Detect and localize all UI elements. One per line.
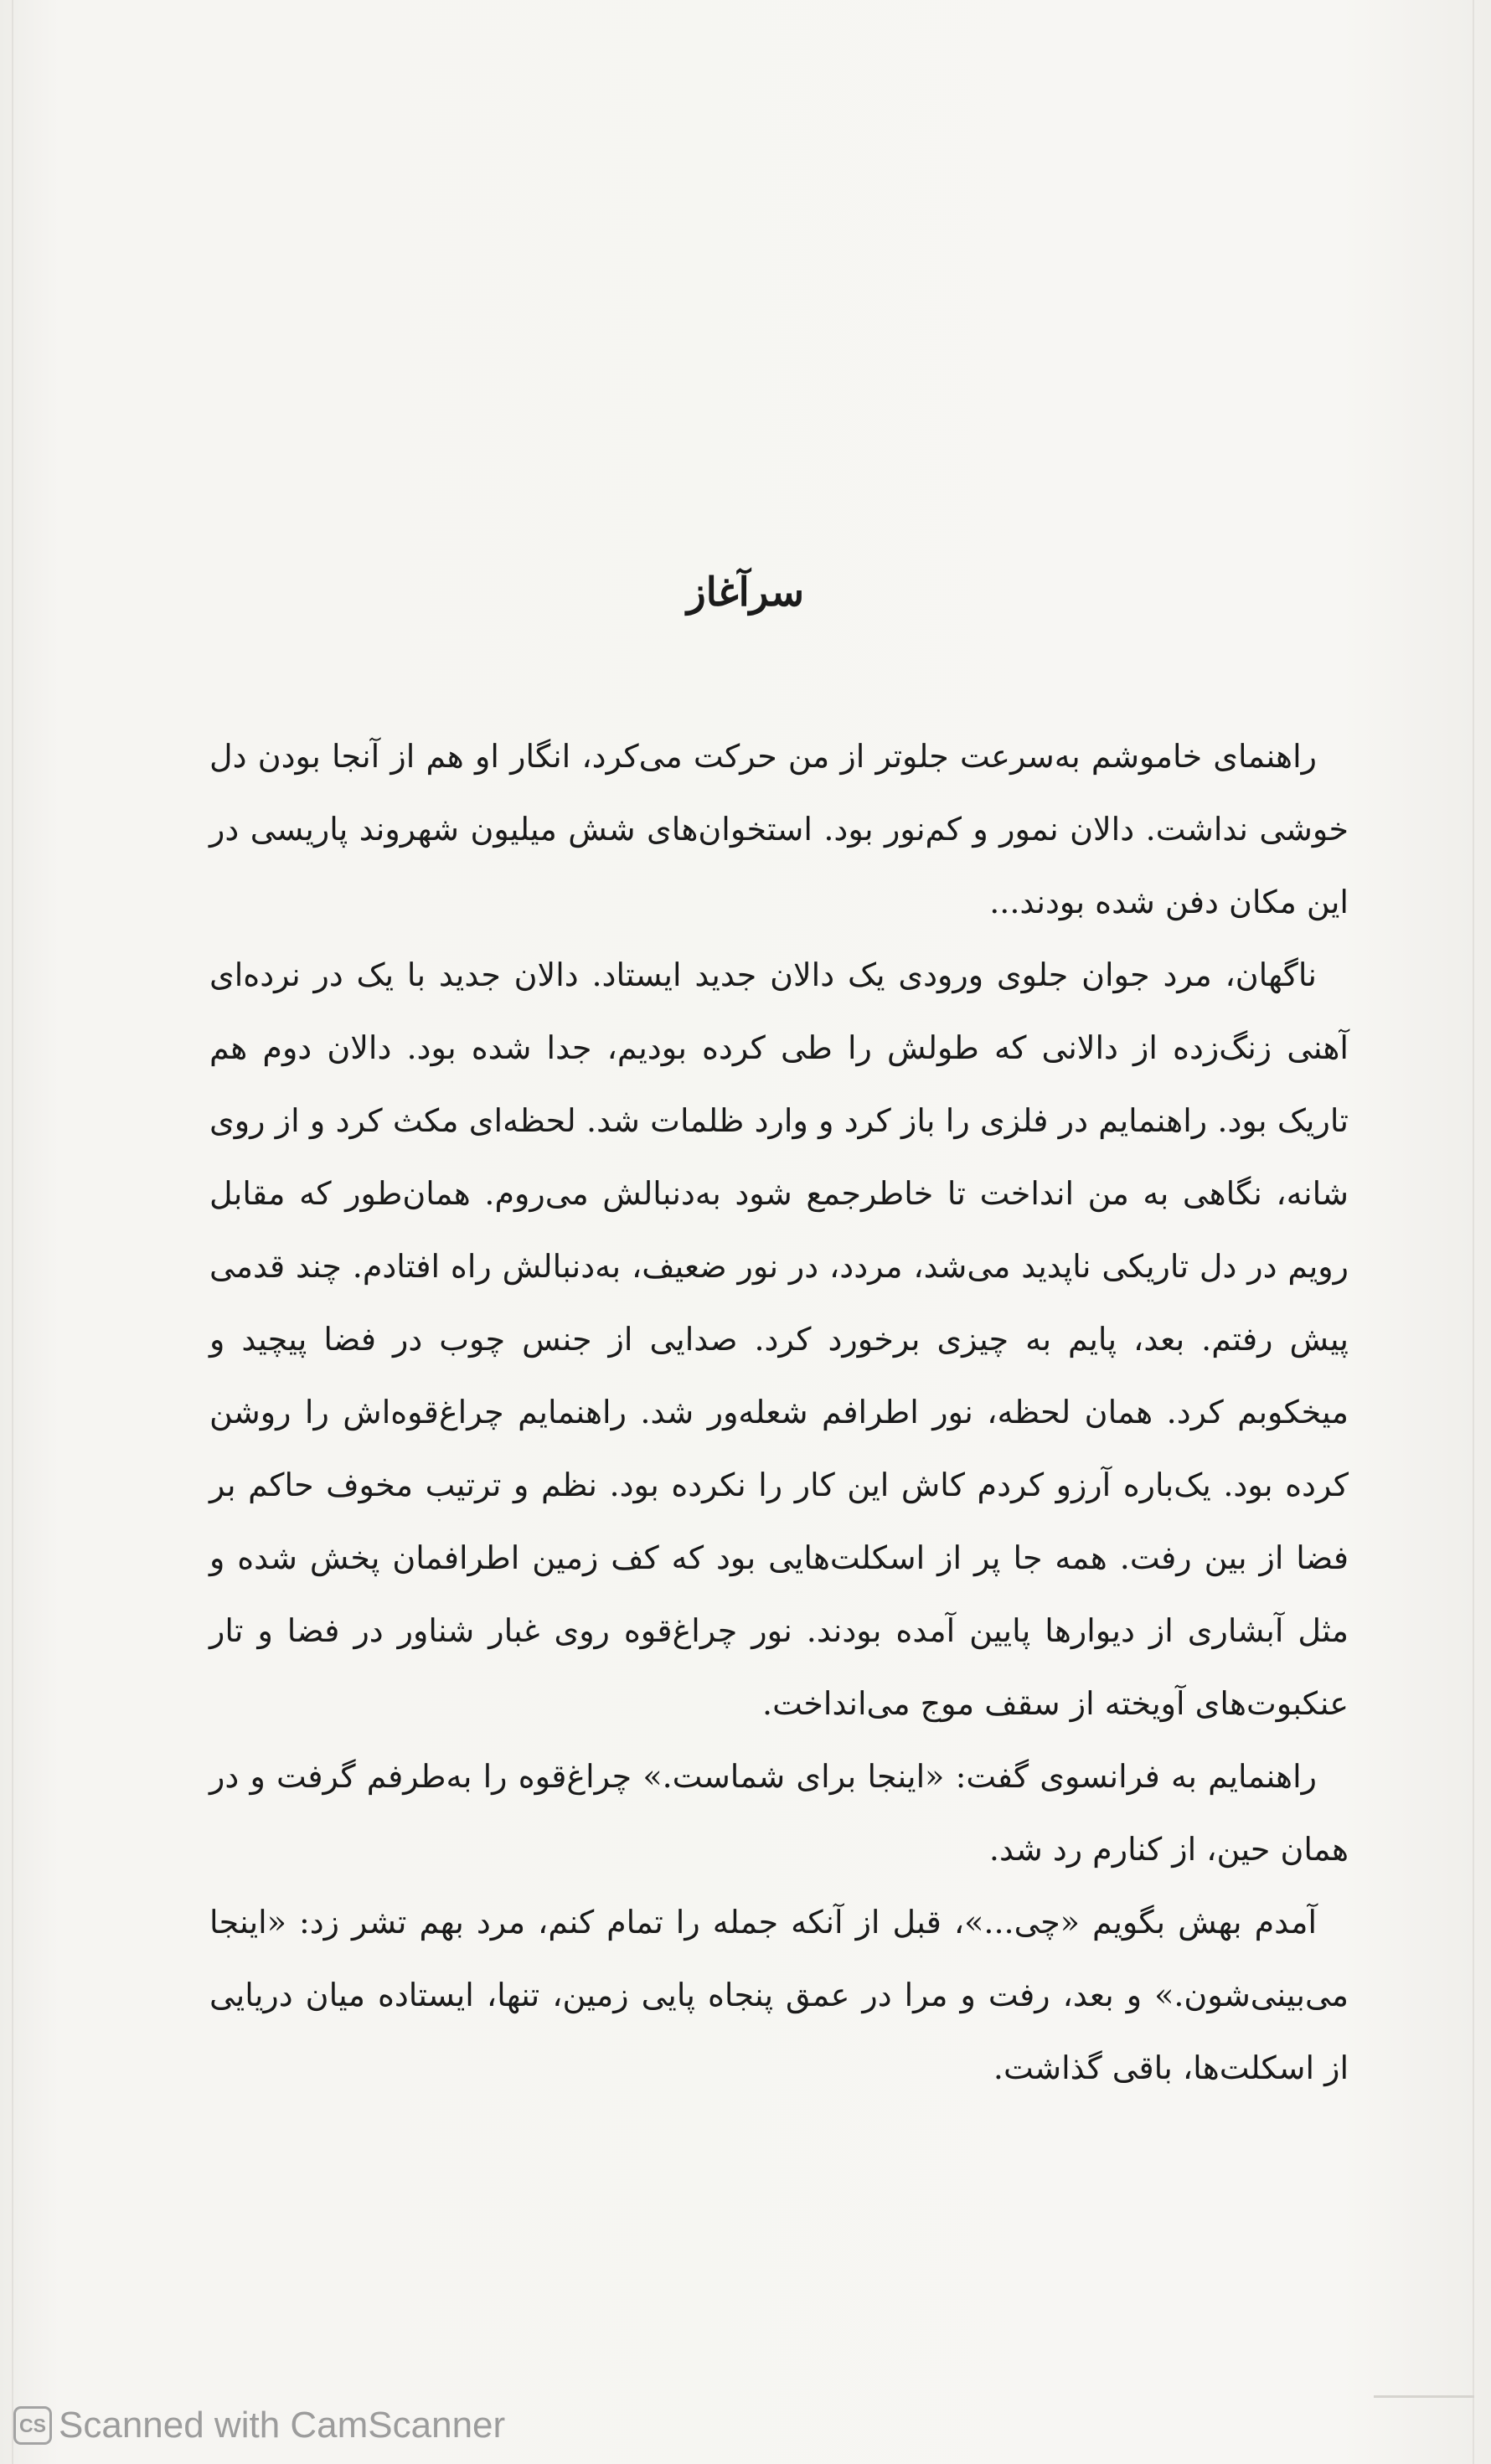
- watermark-text: Scanned with CamScanner: [59, 2405, 506, 2446]
- paragraph-4: آمدم بهش بگویم «چی...»، قبل از آنکه جمله را تمام کنم، مرد بهم تشر زد: «اینجا می‌بینی‌شون.» و بعد، رفت و مرا در عمق پنجاه پایی زمین، تنها، ایستاده میان دریایی از اسکلت‌ها، باقی گذاشت.: [209, 1904, 1349, 2086]
- scan-edge-mark: [1374, 2395, 1474, 2398]
- paragraph-3: راهنمایم به فرانسوی گفت: «اینجا برای شماست.» چراغ‌قوه را به‌طرفم گرفت و در همان حین، از کنارم رد شد.: [209, 1758, 1349, 1868]
- paragraph-2: ناگهان، مرد جوان جلوی ورودی یک دالان جدید ایستاد. دالان جدید با یک در نرده‌ای آهنی زنگ‌زده از دالانی که طولش را طی کرده بودیم، جدا شده بود. دالان دوم هم تاریک بود. راهنمایم در فلزی را باز کرد و وارد ظلمات شد. لحظه‌ای مکث کرد و از روی شانه، نگاهی به من انداخت تا خاطرجمع شود به‌دنبالش می‌روم. همان‌طور که مقابل رویم در دل تاریکی ناپدید می‌شد، مردد، در نور ضعیف، به‌دنبالش راه افتادم. چند قدمی پیش رفتم. بعد، پایم به چیزی برخورد کرد. صدایی از جنس چوب در فضا پیچید و میخکوبم کرد. همان لحظه، نور اطرافم شعله‌ور شد. راهنمایم چراغ‌قوه‌اش را روشن کرده بود. یک‌باره آرزو کردم کاش این کار را نکرده بود. نظم و ترتیب مخوف حاکم بر فضا از بین رفت. همه جا پر از اسکلت‌هایی بود که کف زمین اطرافمان پخش شده و مثل آبشاری از دیوارها پایین آمده بودند. نور چراغ‌قوه روی غبار شناور در فضا و تار عنکبوت‌های آویخته از سقف موج می‌انداخت.: [209, 956, 1349, 1722]
- camscanner-logo-icon: CS: [13, 2406, 52, 2445]
- body-text: [209, 720, 1349, 2105]
- paragraph-1: راهنمای خاموشم به‌سرعت جلوتر از من حرکت می‌کرد، انگار او هم از آنجا بودن دل خوشی نداشت. دالان نمور و کم‌نور بود. استخوان‌های شش میلیون شهروند پاریسی در این مکان دفن شده بودند...: [209, 738, 1349, 920]
- page-right-edge: [1473, 0, 1474, 2464]
- page-left-edge: [12, 0, 13, 2464]
- chapter-title: سرآغاز: [687, 570, 804, 616]
- camscanner-watermark: [13, 2402, 505, 2449]
